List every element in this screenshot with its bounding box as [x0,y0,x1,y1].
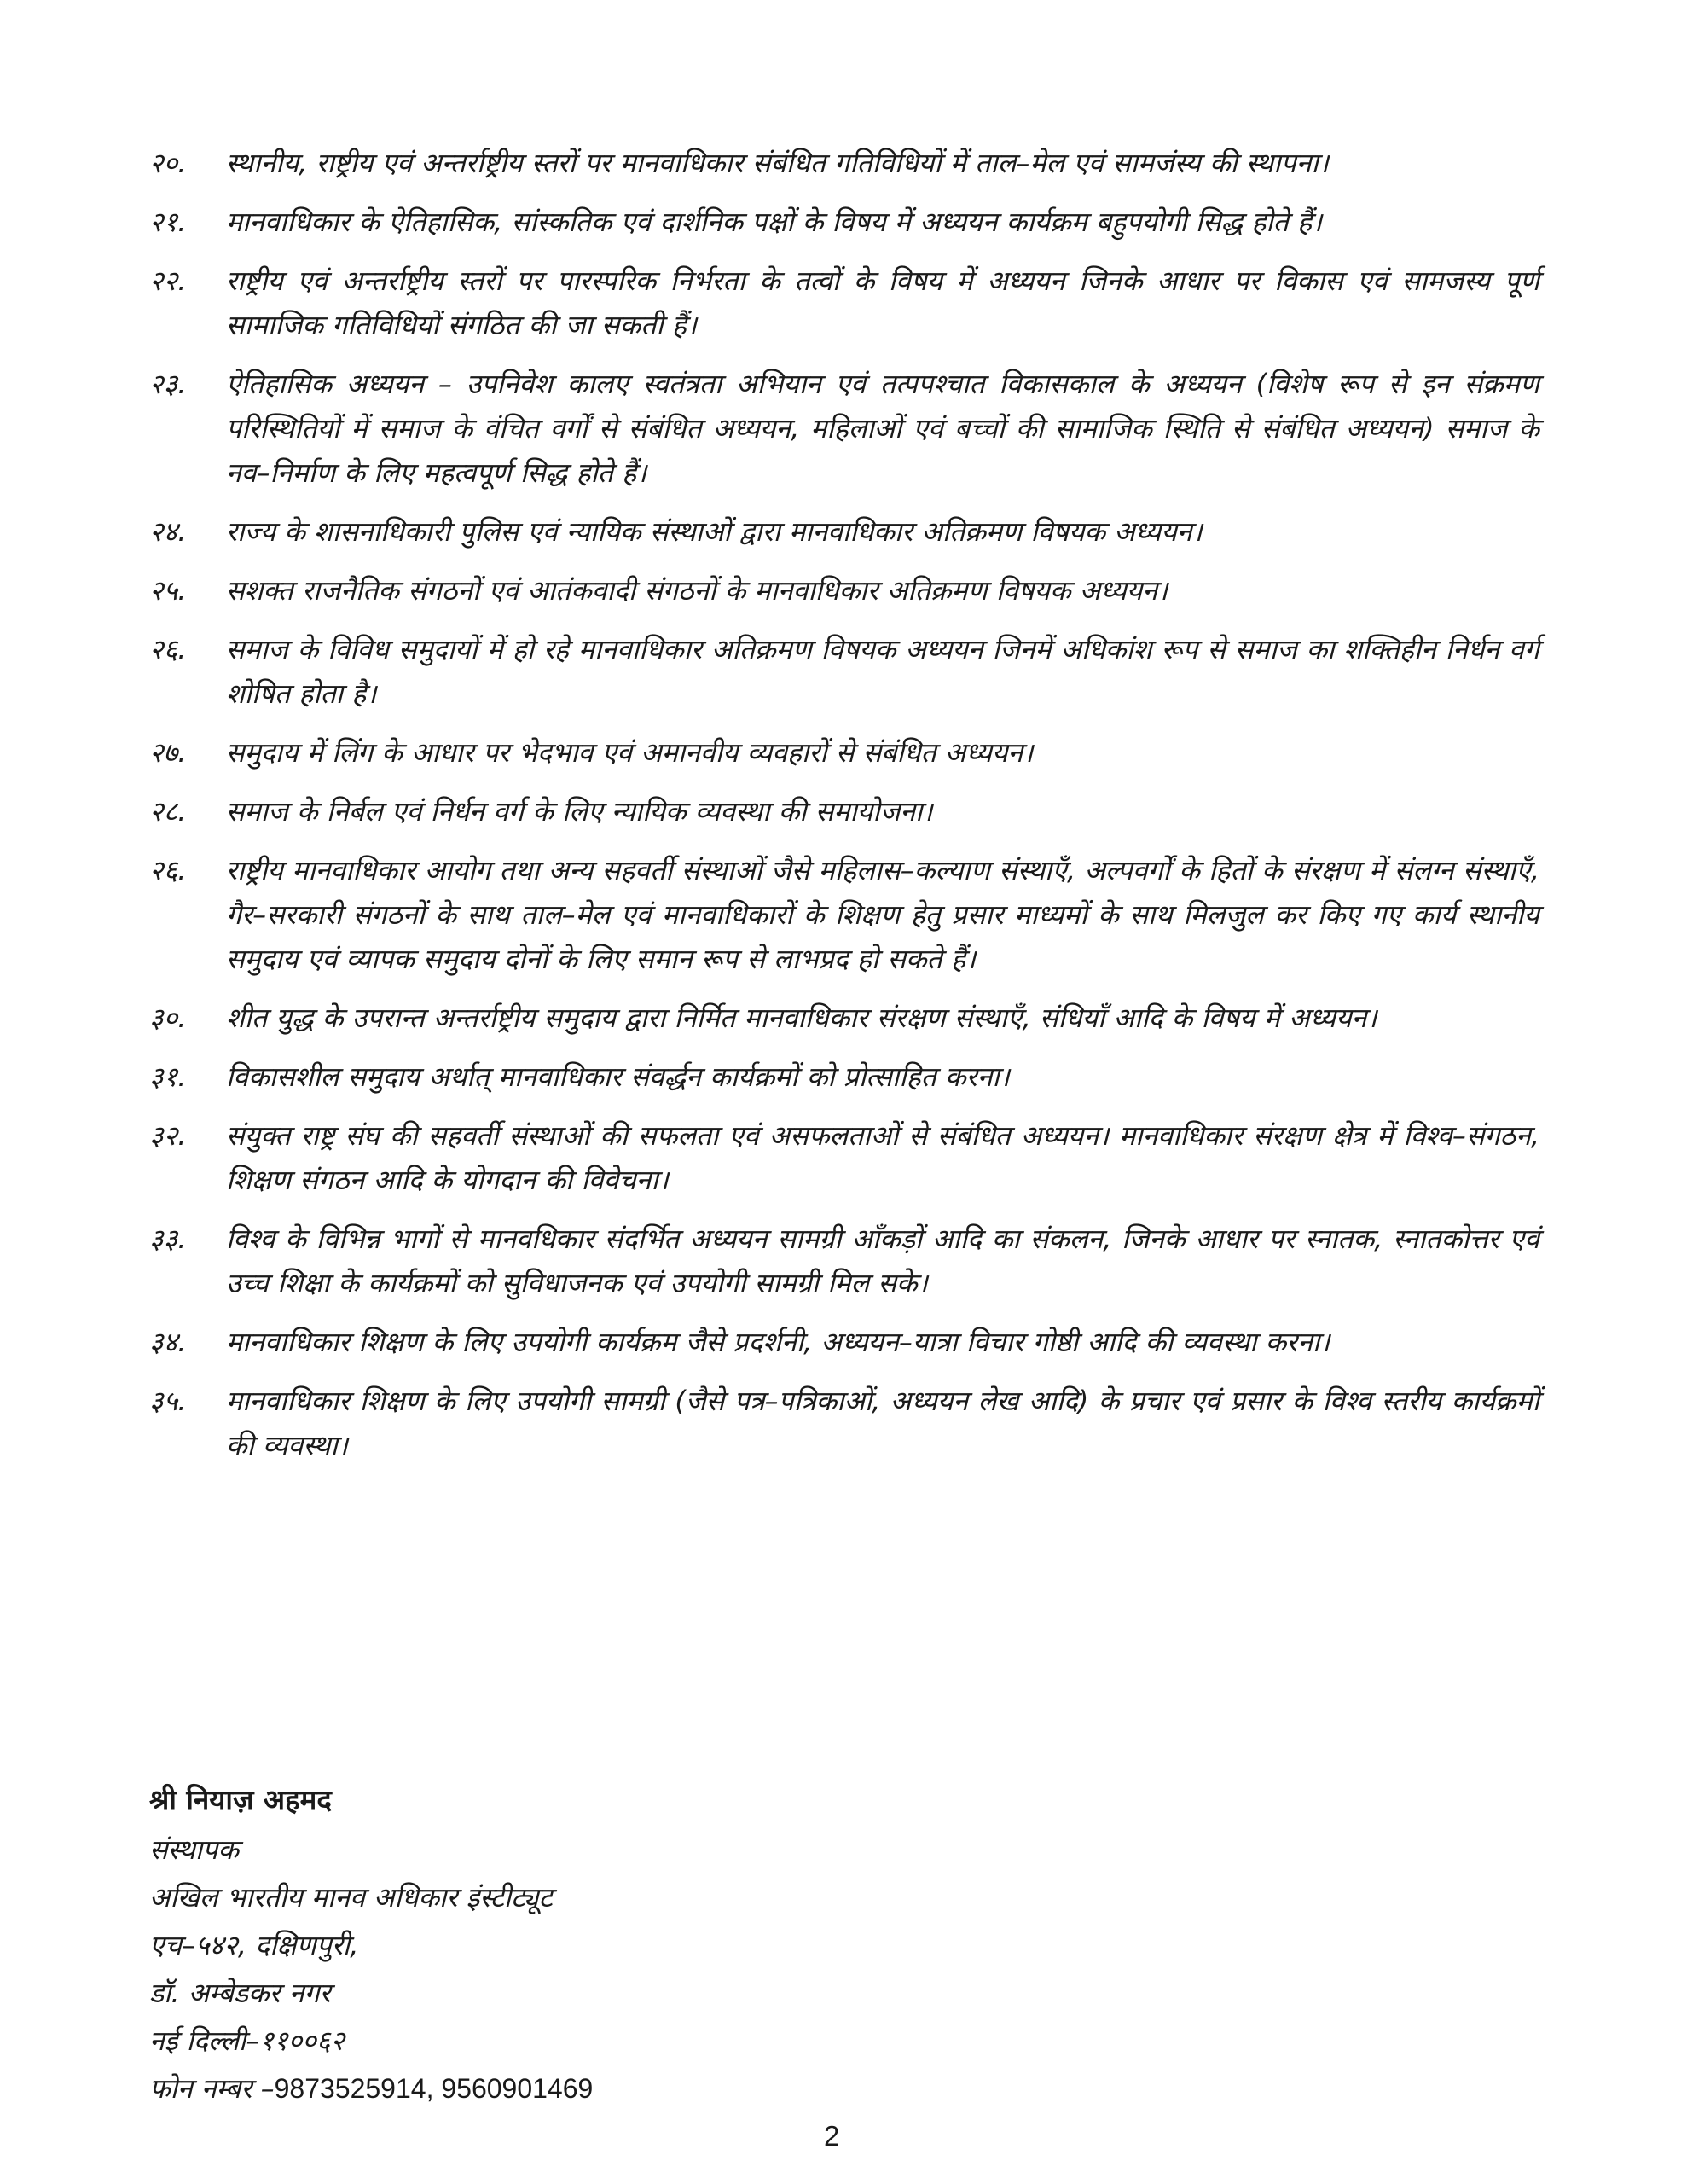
list-item [149,1113,1539,1202]
item-text: विकासशील समुदाय अर्थात् मानवाधिकार संवर्द्धन कार्यक्रमों को प्रोत्साहित करना। [226,1060,1010,1093]
item-text: राष्ट्रीय मानवाधिकार आयोग तथा अन्य सहवर्ती संस्थाओं जैसे महिलास–कल्याण संस्थाएँ, अल्पवर्गों के हितों के संरक्षण में संलग्न संस्थाएँ, गैर–सरकारी संगठनों के साथ ताल–मेल एवं मानवाधिकारों के शिक्षण हेतु प्रसार माध्यमों के साथ मिलजुल कर किए गए कार्य स्थानीय समुदाय एवं व्यापक समुदाय दोनों के लिए समान रूप से लाभप्रद हो सकते हैं। [226,854,1539,975]
address-line-2: डॉ. अम्बेडकर नगर [149,1977,331,2009]
list-item [149,141,1539,185]
item-text: राष्ट्रीय एवं अन्तर्राष्ट्रीय स्तरों पर पारस्परिक निर्भरता के तत्वों के विषय में अध्ययन जिनके आधार पर विकास एवं सामजस्य पूर्ण सामाजिक गतिविधियों संगठित की जा सकती हैं। [226,264,1539,341]
signature-block [149,1774,1173,2112]
item-number: २६. [149,854,187,886]
address-line-3: नई दिल्ली–११००६२ [149,2024,345,2057]
organization-name: अखिल भारतीय मानव अधिकार इंस्टीट्यूट [149,1881,553,1914]
item-text: मानवाधिकार शिक्षण के लिए उपयोगी सामग्री (जैसे पत्र–पत्रिकाओं, अध्ययन लेख आदि) के प्रचार एवं प्रसार के विश्व स्तरीय कार्यक्रमों की व्यवस्था। [226,1385,1539,1461]
item-number: २८. [149,795,187,828]
list-item [149,200,1539,244]
page-number: 2 [824,2120,840,2152]
item-number: २५. [149,574,187,607]
item-text: समाज के विविध समुदायों में हो रहे मानवाधिकार अतिक्रमण विषयक अध्ययन जिनमें अधिकांश रूप से समाज का शक्तिहीन निर्धन वर्ग शोषित होता है। [226,633,1539,710]
item-text: संयुक्त राष्ट्र संघ की सहवर्ती संस्थाओं की सफलता एवं असफलताओं से संबंधित अध्ययन। मानवाधिकार संरक्षण क्षेत्र में विश्व–संगठन, शिक्षण संगठन आदि के योगदान की विवेचना। [226,1119,1539,1196]
item-number: ३२. [149,1119,187,1152]
item-number: ३३. [149,1223,187,1255]
list-item [149,789,1539,834]
item-number: २७. [149,736,187,769]
item-number: २०. [149,147,187,179]
item-text: मानवाधिकार के ऐतिहासिक, सांस्कतिक एवं दार्शनिक पक्षों के विषय में अध्ययन कार्यक्रम बहुपयोगी सिद्ध होते हैं। [226,206,1323,238]
item-number: ३०. [149,1002,187,1034]
phone-line [149,2065,1173,2112]
item-number: २२. [149,264,187,297]
list-item [149,996,1539,1040]
item-number: २१. [149,206,187,238]
item-number: २४. [149,515,187,548]
list-item [149,1054,1539,1099]
item-number: २६. [149,633,187,665]
phone-label: फोन नम्बर – [149,2072,275,2105]
item-text: विश्व के विभिन्न भागों से मानवधिकार संदर्भित अध्ययन सामग्री आँकड़ों आदि का संकलन, जिनके आधार पर स्नातक, स्नातकोत्तर एवं उच्च शिक्षा के कार्यक्रमों को सुविधाजनक एवं उपयोगी सामग्री मिल सके। [226,1223,1539,1299]
objectives-list [149,141,1539,1482]
item-number: ३१. [149,1060,187,1093]
item-text: स्थानीय, राष्ट्रीय एवं अन्तर्राष्ट्रीय स्तरों पर मानवाधिकार संबंधित गतिविधियों में ताल–मेल एवं सामजंस्य की स्थापना। [226,147,1329,179]
list-item [149,509,1539,554]
list-item [149,1217,1539,1305]
signatory-name: श्री नियाज़ अहमद [149,1783,332,1816]
list-item [149,362,1539,495]
item-number: ३४. [149,1326,187,1358]
list-item [149,1320,1539,1364]
item-text: राज्य के शासनाधिकारी पुलिस एवं न्यायिक संस्थाओं द्वारा मानवाधिकार अतिक्रमण विषयक अध्ययन। [226,515,1203,548]
list-item [149,627,1539,716]
item-text: शीत युद्ध के उपरान्त अन्तर्राष्ट्रीय समुदाय द्वारा निर्मित मानवाधिकार संरक्षण संस्थाएँ, संधियाँ आदि के विषय में अध्ययन। [226,1002,1377,1034]
address-line-1: एच–५४२, दक्षिणपुरी, [149,1929,359,1961]
item-text: मानवाधिकार शिक्षण के लिए उपयोगी कार्यक्रम जैसे प्रदर्शनी, अध्ययन–यात्रा विचार गोष्ठी आदि की व्यवस्था करना। [226,1326,1330,1358]
item-text: सशक्त राजनैतिक संगठनों एवं आतंकवादी संगठनों के मानवाधिकार अतिक्रमण विषयक अध्ययन। [226,574,1168,607]
list-item [149,258,1539,347]
list-item [149,1379,1539,1467]
list-item [149,730,1539,775]
phone-numbers: 9873525914, 9560901469 [274,2073,594,2104]
item-number: २३. [149,368,187,400]
list-item [149,848,1539,981]
item-text: समाज के निर्बल एवं निर्धन वर्ग के लिए न्यायिक व्यवस्था की समायोजना। [226,795,933,828]
item-number: ३५. [149,1385,187,1417]
list-item [149,568,1539,613]
item-text: समुदाय में लिंग के आधार पर भेदभाव एवं अमानवीय व्यवहारों से संबंधित अध्ययन। [226,736,1034,769]
signatory-title: संस्थापक [149,1833,239,1866]
item-text: ऐतिहासिक अध्ययन – उपनिवेश कालए स्वतंत्रता अभियान एवं तत्पपश्चात विकासकाल के अध्ययन (विशेष रूप से इन संक्रमण परिस्थितियों में समाज के वंचित वर्गों से संबंधित अध्ययन, महिलाओं एवं बच्चों की सामाजिक स्थिति से संबंधित अध्ययन) समाज के नव–निर्माण के लिए महत्वपूर्ण सिद्ध होते हैं। [226,368,1539,489]
